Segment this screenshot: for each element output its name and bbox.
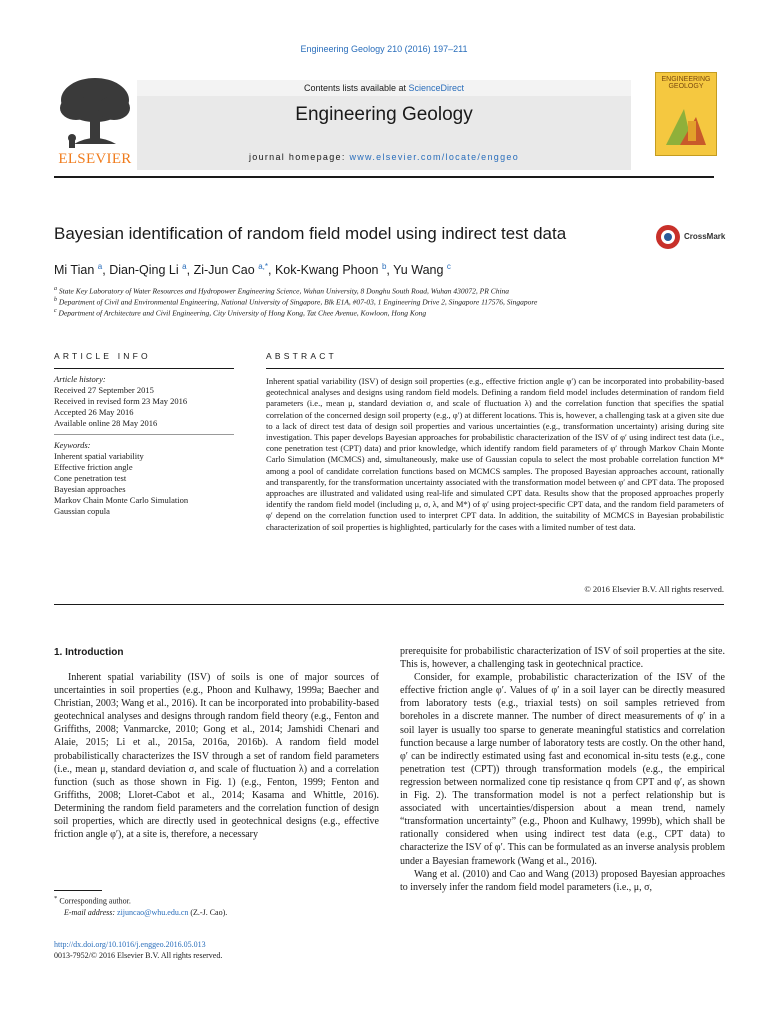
journal-name: Engineering Geology — [295, 104, 473, 125]
paragraph: Wang et al. (2010) and Cao and Wang (2013) proposed Bayesian approaches to inversely infer the random field model parameters (i.e., μ, σ, — [400, 868, 725, 893]
crossmark-icon — [655, 224, 681, 250]
crossmark-badge[interactable] — [655, 224, 735, 250]
affiliation: $^a$ State Key Laboratory of Water Resources and Hydropower Engineering Science, Wuhan University, 8 Donghu South Road, Wuhan 430072, PR China — [54, 286, 510, 296]
paragraph: Consider, for example, probabilistic characterization of the ISV of the effective friction angle φ′. Values of φ′ in a soil layer can be directly measured from laboratory tests (e.g., triaxial tests) on soil samples retrieved from boreholes in a discrete manner. The number of direct measurements of φ′ in a soil layer is usually too sparse to generate meaningful statistics and correlation function because a large number of laboratory tests are costly. On the other hand, φ′ can be indirectly estimated using fast and economical in-situ tests (e.g., cone penetration test (CPT)) through transformation models (e.g., the empirical regression between normalized cone tip resistance q from CPT and φ′, as shown in Fig. 2). The transformation model is not a perfect relationship but is associated with uncertainties/dispersion about a mean trend, namely “transformation uncertainty” (e.g., Phoon and Kulhawy, 1999b), which shall be rationally considered when using indirect test data (e.g., CPT data) to characterize the ISV of φ′. This can be formulated as an inverse analysis problem under a Bayesian framework (Wang et al., 2016). — [400, 672, 725, 867]
cover-title: ENGINEERING GEOLOGY — [661, 76, 711, 90]
keyword: Inherent spatial variability — [54, 451, 144, 461]
abstract-copyright: © 2016 Elsevier B.V. All rights reserved. — [584, 584, 724, 594]
author[interactable]: Dian-Qing Li $^a$ — [109, 262, 187, 278]
keyword: Bayesian approaches — [54, 484, 126, 494]
article-title: Bayesian identification of random field model using indirect test data — [54, 224, 567, 243]
crossmark-label: CrossMark — [684, 232, 726, 241]
author[interactable]: Kok-Kwang Phoon $^b$ — [274, 262, 387, 278]
body-column-right — [400, 645, 725, 894]
history-label: Article history: — [54, 374, 106, 384]
paragraph: Inherent spatial variability (ISV) of soils is one of major sources of uncertainties in soil properties (e.g., Phoon and Kulhawy, 1999a; Baecher and Christian, 2003; Wang et al., 2016). It can be incorporated into probability-based geotechnical analyses and designs through random field theory (e.g., Fenton and Griffiths, 2008; Vanmarcke, 2010; Gong et al., 2014; Jamshidi Chenari and Alaie, 2015; Li et al., 2015a, 2016a, 2016b). A random field model probabilistically characterizes the ISV through a set of random field parameters (i.e., mean μ, standard deviation σ, and scale of fluctuation λ) and a correlation function (such as those shown in Fig. 1) (e.g., Fenton, 1999; Fenton and Griffiths, 2008; Lloret-Cabot et al., 2014; Kasama and Whittle, 2016). Determining the random field parameters and the correlation function of design soil properties, which are directly used in geotechnical designs (e.g., effective friction angle φ′), at a site is, therefore, a necessary — [54, 672, 379, 841]
history-item: Received in revised form 23 May 2016 — [54, 396, 188, 406]
keyword: Markov Chain Monte Carlo Simulation — [54, 495, 189, 505]
author[interactable]: Mi Tian $^a$ — [54, 262, 103, 278]
body-column-left — [54, 671, 379, 841]
affiliation: $^b$ Department of Civil and Environmental Engineering, National University of Singapore, Blk E1A, #07-03, 1 Engineering Drive 2, Singapore 117576, Singapore — [54, 297, 538, 307]
corresponding-author-footnote: * Corresponding author. E-mail address: zijuncao@whu.edu.cn (Z.-J. Cao). — [54, 895, 228, 917]
contents-line — [137, 80, 631, 96]
article-info-heading: ARTICLE INFO — [54, 351, 151, 361]
author[interactable]: Zi-Jun Cao $^{a,*}$ — [193, 262, 268, 278]
keyword: Cone penetration test — [54, 473, 127, 483]
info-divider — [54, 434, 234, 435]
keyword: Gaussian copula — [54, 506, 110, 516]
abstract-divider — [266, 368, 724, 369]
history-item: Available online 28 May 2016 — [54, 418, 158, 428]
journal-citation[interactable]: Engineering Geology 210 (2016) 197–211 — [300, 44, 468, 54]
email-link[interactable]: zijuncao@whu.edu.cn — [117, 907, 189, 917]
article-history — [54, 374, 234, 429]
homepage-link[interactable]: www.elsevier.com/locate/enggeo — [349, 152, 520, 162]
abstract-end-divider — [54, 604, 724, 605]
journal-cover-thumbnail[interactable] — [655, 72, 717, 156]
keywords — [54, 440, 234, 517]
paragraph: prerequisite for probabilistic characterization of ISV of soil properties at the site. This is, however, a challenging task in geotechnical practice. — [400, 646, 725, 671]
abstract-text: Inherent spatial variability (ISV) of design soil properties (e.g., effective friction angle φ′) can be incorporated into probability-based geotechnical analyses and designs using random field models. Defining a random field model includes determination of random field parameters (i.e., mean μ, standard deviation σ, and scale of fluctuation λ) and the correlation function that specifies the spatial correlation of the concerned design soil property (e.g., φ′) at different locations. This is, however, a challenging task at a given site due to a lack of direct test data of design soil properties and various uncertainties (e.g., transformation uncertainty) arising during site investigation. This paper develops Bayesian approaches for probabilistic characterization of the ISV of φ′ using indirect test data (i.e., cone penetration test (CPT) data) and prior knowledge, which identify random field parameters of φ′ through Markov Chain Monte Carlo Simulation (MCMCS) and, simultaneously, make use of Gaussian copula to select the most probable correlation function M* among a pool of candidate correlation functions based on MCMCS samples. The proposed Bayesian approaches account, rationally and transparently, for the transformation uncertainty associated with the transformation model between φ′ and CPT data. The proposed approaches are illustrated and validated using real-life and simulated CPT data. Results show that the proposed approaches properly identify the random field model (including μ, σ, λ, and M*) of φ′ using project-specific CPT data, and the random field parameters of φ′ depend on the correlation function used to interpret CPT data. In addition, the suitability of MCMCS in Bayesian probabilistic characterization of soil properties is highlighted, particularly for the cases with a limited number of test data. — [266, 376, 724, 532]
author-list: Mi Tian $^a$, Dian-Qing Li $^a$, Zi-Jun Cao $^{a,*}$, Kok-Kwang Phoon $^b$, Yu Wang $^c$ — [54, 262, 451, 278]
section-heading-introduction: 1. Introduction — [54, 647, 124, 658]
keywords-label: Keywords: — [54, 440, 91, 450]
header-divider — [54, 176, 714, 178]
history-item: Received 27 September 2015 — [54, 385, 154, 395]
footnote-divider — [54, 890, 102, 891]
doi-link[interactable]: http://dx.doi.org/10.1016/j.enggeo.2016.05.013 — [54, 940, 206, 949]
keyword: Effective friction angle — [54, 462, 133, 472]
history-item: Accepted 26 May 2016 — [54, 407, 134, 417]
issn-line: 0013-7952/© 2016 Elsevier B.V. All rights reserved. — [54, 951, 223, 960]
cover-art-icon — [662, 99, 710, 149]
journal-homepage — [137, 152, 631, 162]
author[interactable]: Yu Wang $^c$ — [393, 262, 451, 278]
affiliation: $^c$ Department of Architecture and Civil Engineering, City University of Hong Kong, Tat Chee Avenue, Kowloon, Hong Kong — [54, 308, 427, 318]
contents-prefix: Contents lists available at — [303, 83, 409, 93]
abstract-heading: ABSTRACT — [266, 351, 337, 361]
homepage-prefix: journal homepage: — [248, 152, 350, 162]
info-divider — [54, 368, 234, 369]
sciencedirect-link[interactable]: ScienceDirect — [408, 83, 465, 93]
publisher-wordmark: ELSEVIER — [58, 151, 132, 167]
